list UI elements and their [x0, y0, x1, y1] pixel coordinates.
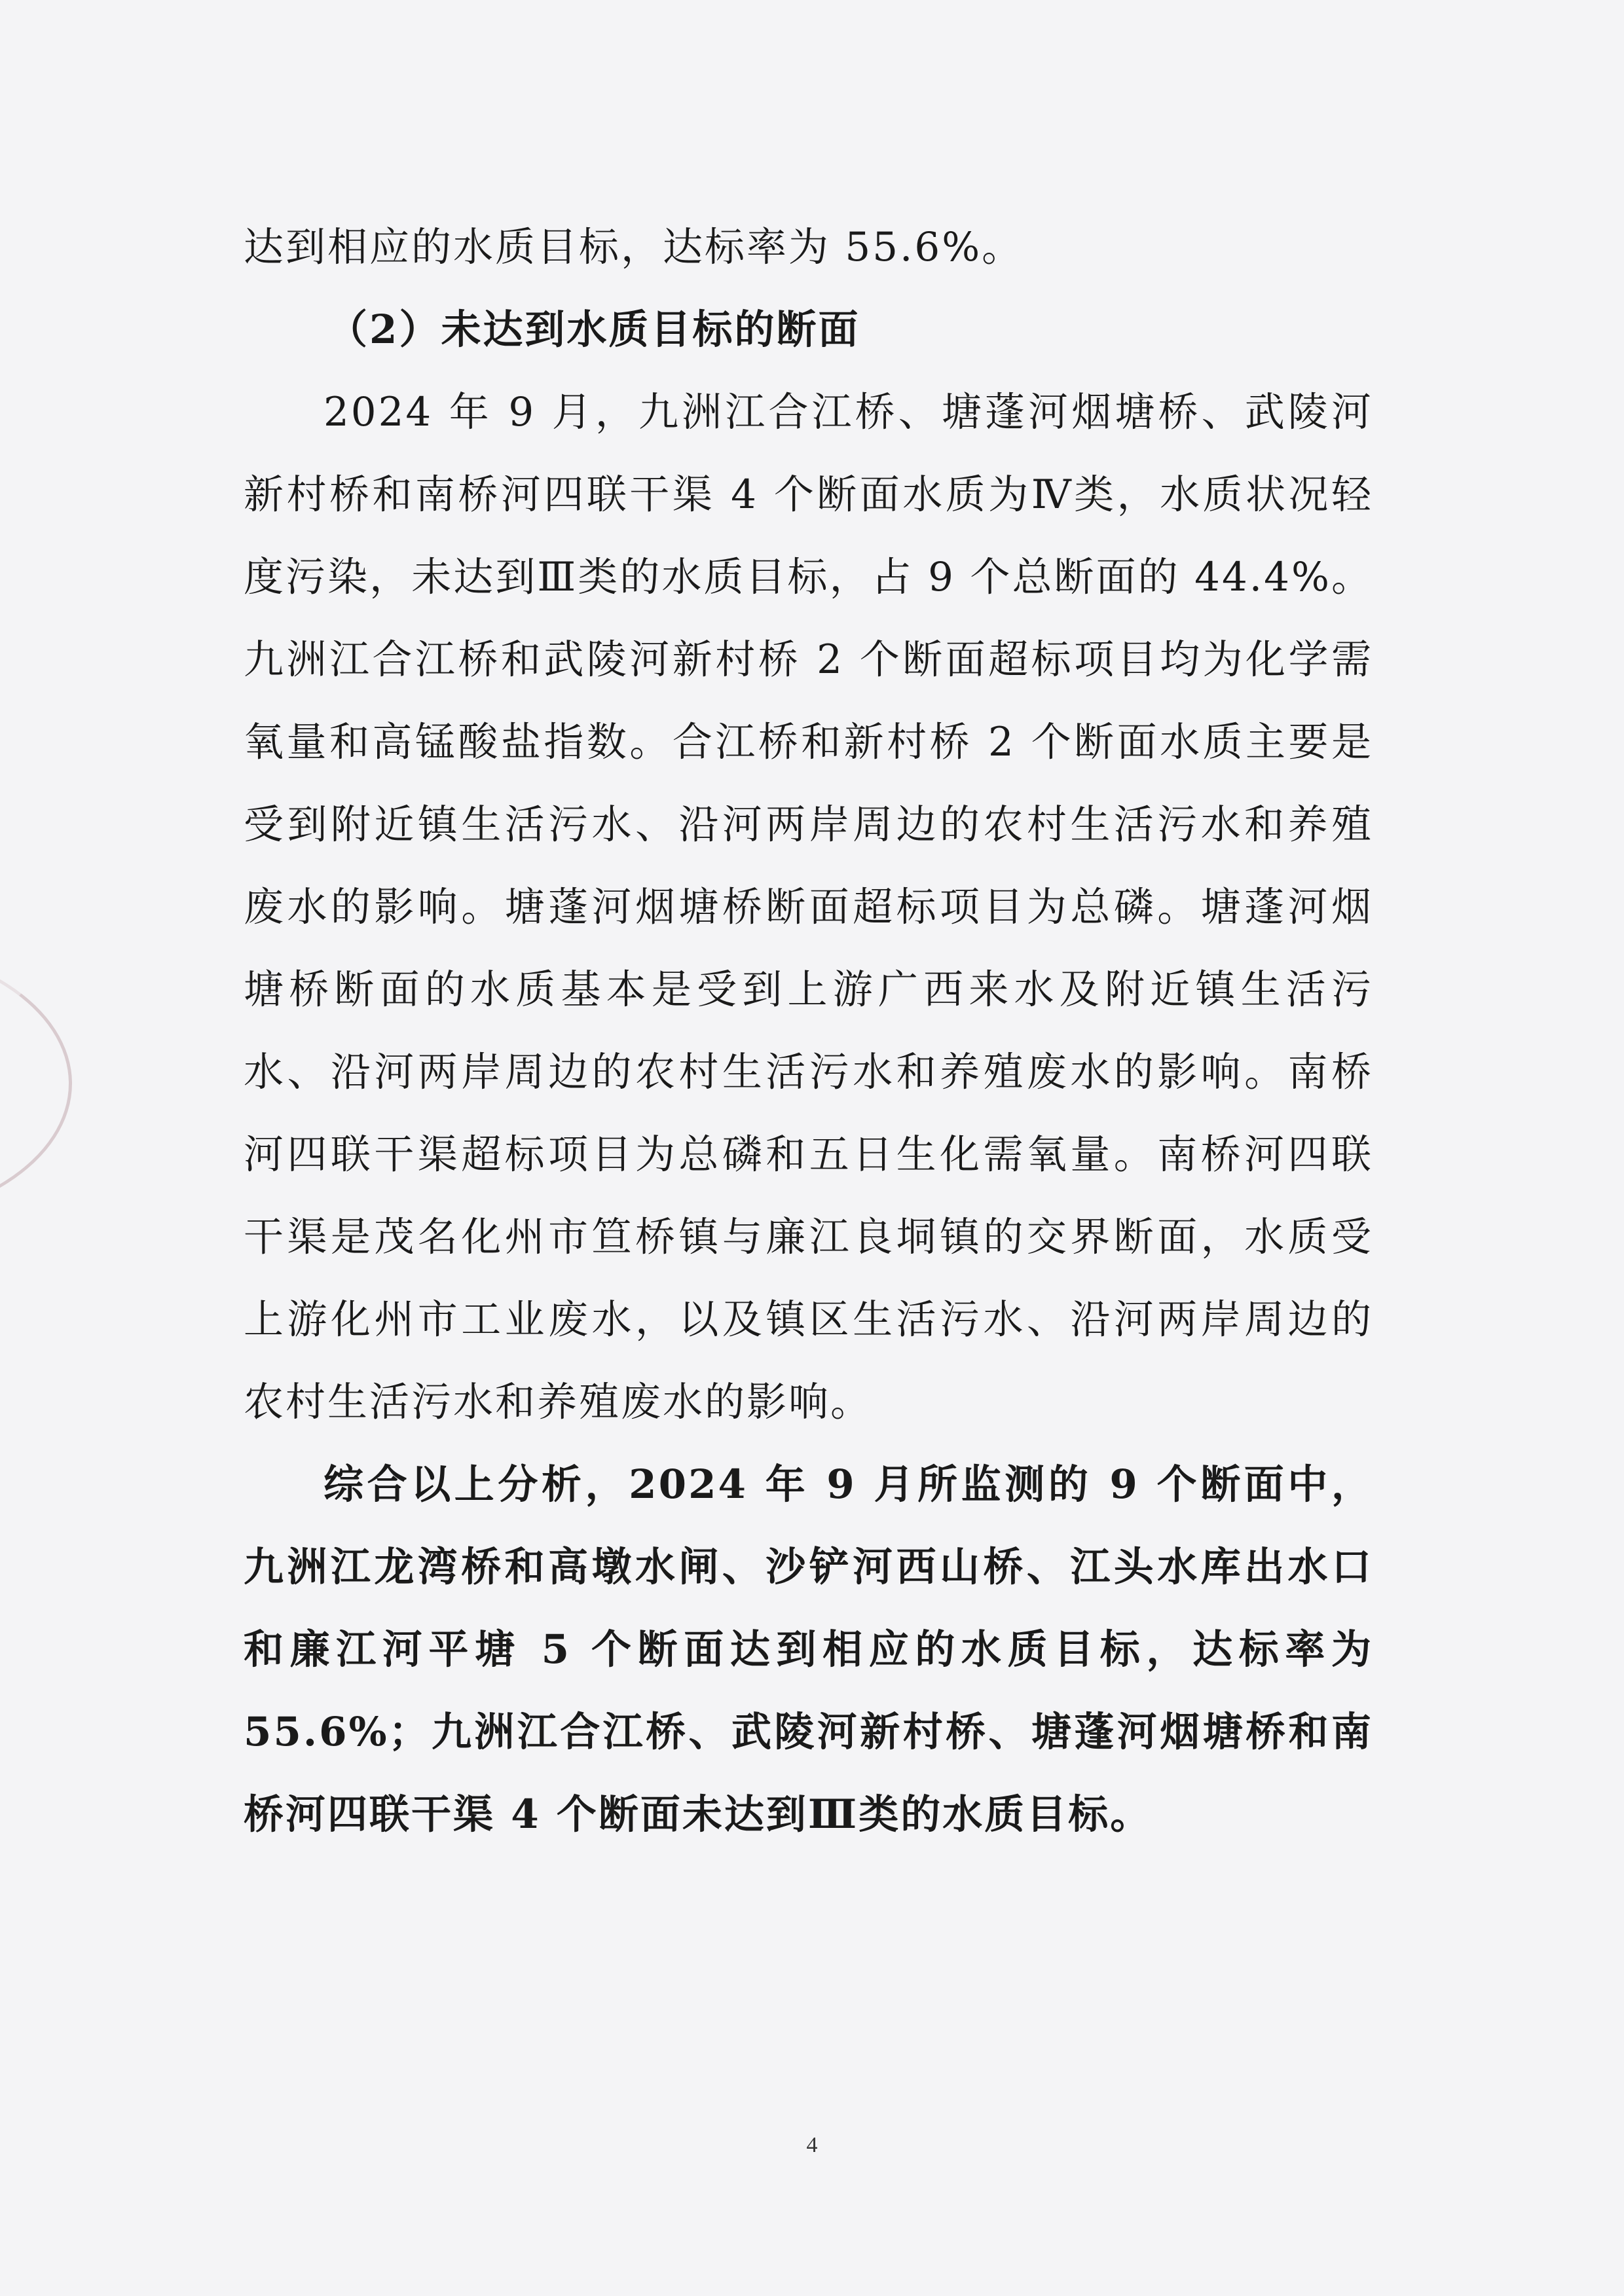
paragraph-analysis: 2024 年 9 月，九洲江合江桥、塘蓬河烟塘桥、武陵河新村桥和南桥河四联干渠 4 个断面水质为Ⅳ类，水质状况轻度污染，未达到Ⅲ类的水质目标，占 9 个总断面的 44.4%。九洲江合江桥和武陵河新村桥 2 个断面超标项目均为化学需氧量和高锰酸盐指数。合江桥和新村桥 2 个断面水质主要是受到附近镇生活污水、沿河两岸周边的农村生活污水和养殖废水的影响。塘蓬河烟塘桥断面超标项目为总磷。塘蓬河烟塘桥断面的水质基本是受到上游广西来水及附近镇生活污水、沿河两岸周边的农村生活污水和养殖废水的影响。南桥河四联干渠超标项目为总磷和五日生化需氧量。南桥河四联干渠是茂名化州市笪桥镇与廉江良垌镇的交界断面，水质受上游化州市工业废水，以及镇区生活污水、沿河两岸周边的农村生活污水和养殖废水的影响。: [244, 389, 1373, 1425]
page-number: 4: [806, 2133, 818, 2157]
seal-stamp-fragment: [0, 943, 72, 1224]
section-heading: （2）未达到水质目标的断面: [327, 306, 860, 353]
paragraph-continuation: 达到相应的水质目标，达标率为 55.6%。: [244, 224, 1024, 270]
paragraph-summary: 综合以上分析，2024 年 9 月所监测的 9 个断面中，九洲江龙湾桥和高墩水闸、沙铲河西山桥、江头水库出水口和廉江河平塘 5 个断面达到相应的水质目标，达标率为 55.6%；九洲江合江桥、武陵河新村桥、塘蓬河烟塘桥和南桥河四联干渠 4 个断面未达到Ⅲ类的水质目标。: [244, 1461, 1373, 1838]
document-body: [244, 206, 1373, 1856]
